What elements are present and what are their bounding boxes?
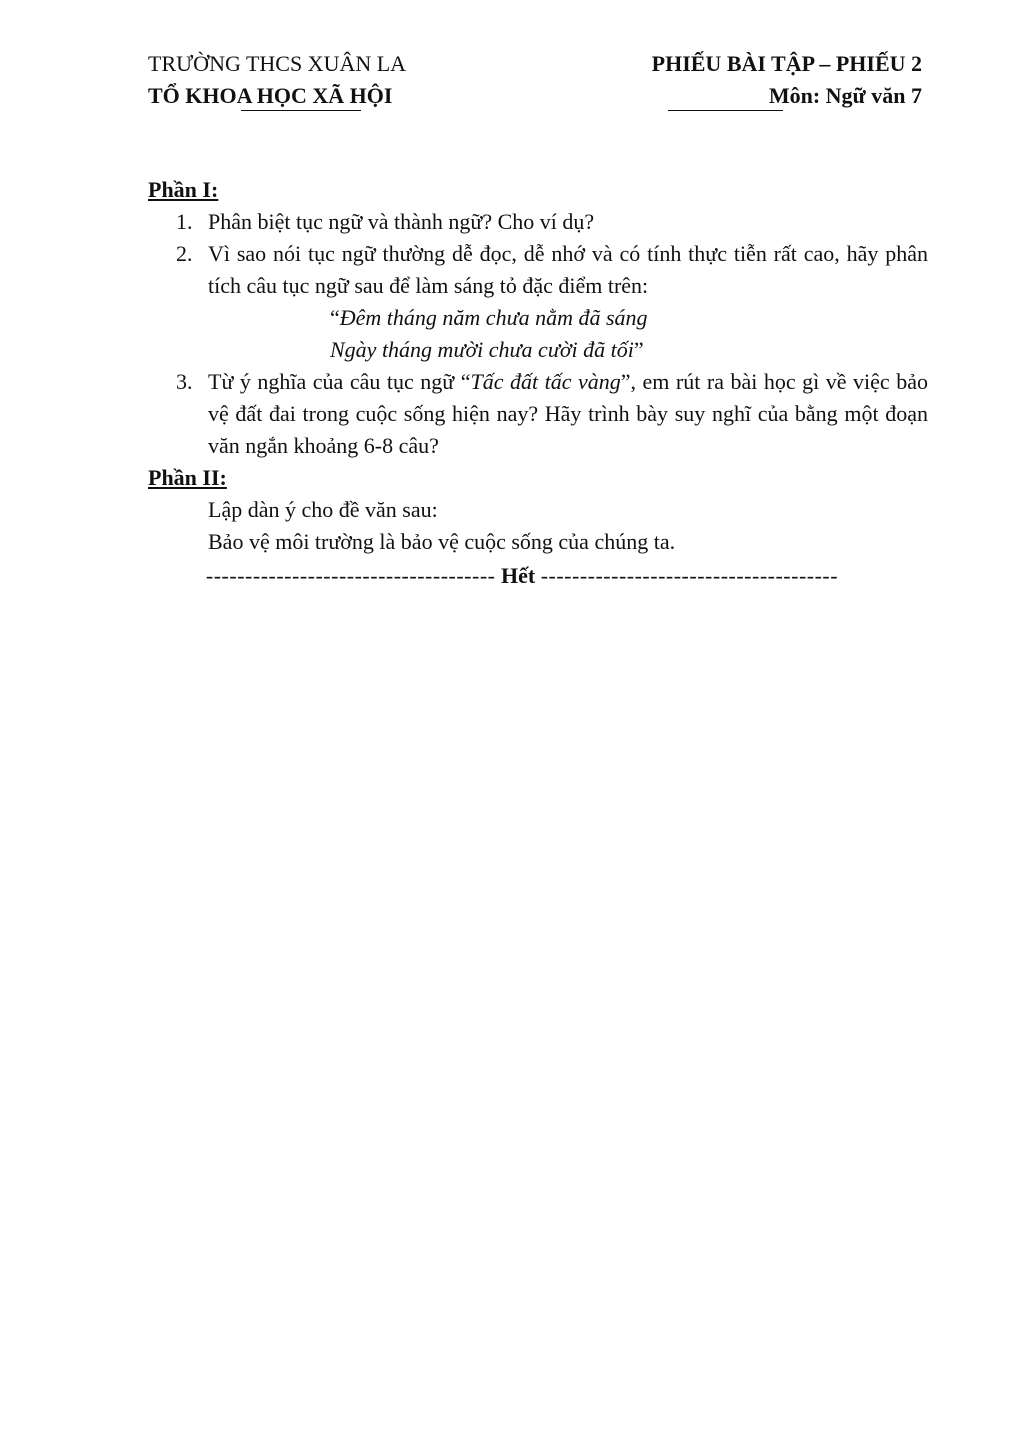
quote-line-1 — [148, 302, 928, 334]
subject-underline — [668, 110, 783, 111]
sheet-title: PHIẾU BÀI TẬP – PHIẾU 2 — [651, 51, 922, 76]
question-text-start: Từ ý nghĩa của câu tục ngữ “ — [208, 369, 471, 394]
question-text-end: ”, em rút ra bài học gì về việc bảo vệ đất đai trong cuộc sống hiện nay? Hãy trình bày suy nghĩ của bằng một đoạn văn ngắn khoảng 6-8 câu? — [208, 369, 928, 458]
end-marker — [190, 560, 854, 592]
quote-line-2 — [148, 334, 928, 366]
question-text: Phân biệt tục ngữ và thành ngữ? Cho ví dụ? — [208, 209, 595, 234]
quote-open-mark: “ — [330, 305, 340, 330]
subject-label: Môn: Ngữ văn 7 — [768, 83, 922, 108]
quote-line-2-text: Ngày tháng mười chưa cười đã tối — [330, 337, 634, 362]
question-2 — [148, 238, 928, 302]
worksheet-content — [148, 174, 928, 558]
question-3 — [148, 366, 928, 462]
part2-title: Phần II: — [148, 465, 227, 490]
part1-questions — [148, 206, 928, 462]
part1-title: Phần I: — [148, 177, 219, 202]
end-label: Hết — [500, 563, 536, 588]
question-number: 2. — [176, 241, 193, 266]
department-underline — [241, 110, 361, 111]
end-dashes-left: ------------------------------------- — [205, 563, 496, 588]
question-text: Vì sao nói tục ngữ thường dễ đọc, dễ nhớ và có tính thực tiễn rất cao, hãy phân tích câu tục ngữ sau để làm sáng tỏ đặc điểm trên: — [208, 241, 928, 298]
part2-instruction: Lập dàn ý cho đề văn sau: — [208, 497, 438, 522]
header-left — [148, 48, 406, 112]
header-right — [652, 48, 922, 112]
proverb-quote — [148, 302, 928, 366]
department-name: TỔ KHOA HỌC XÃ HỘI — [148, 83, 393, 108]
proverb-text: Tấc đất tấc vàng — [470, 369, 621, 394]
school-name: TRƯỜNG THCS XUÂN LA — [148, 51, 407, 76]
quote-close-mark: ” — [633, 337, 644, 362]
part2-topic: Bảo vệ môi trường là bảo vệ cuộc sống của chúng ta. — [208, 529, 676, 554]
question-number: 1. — [176, 209, 193, 234]
quote-line-1-text: Đêm tháng năm chưa nằm đã sáng — [339, 305, 648, 330]
end-dashes-right: -------------------------------------- — [540, 563, 839, 588]
question-1 — [148, 206, 928, 238]
question-number: 3. — [176, 369, 193, 394]
